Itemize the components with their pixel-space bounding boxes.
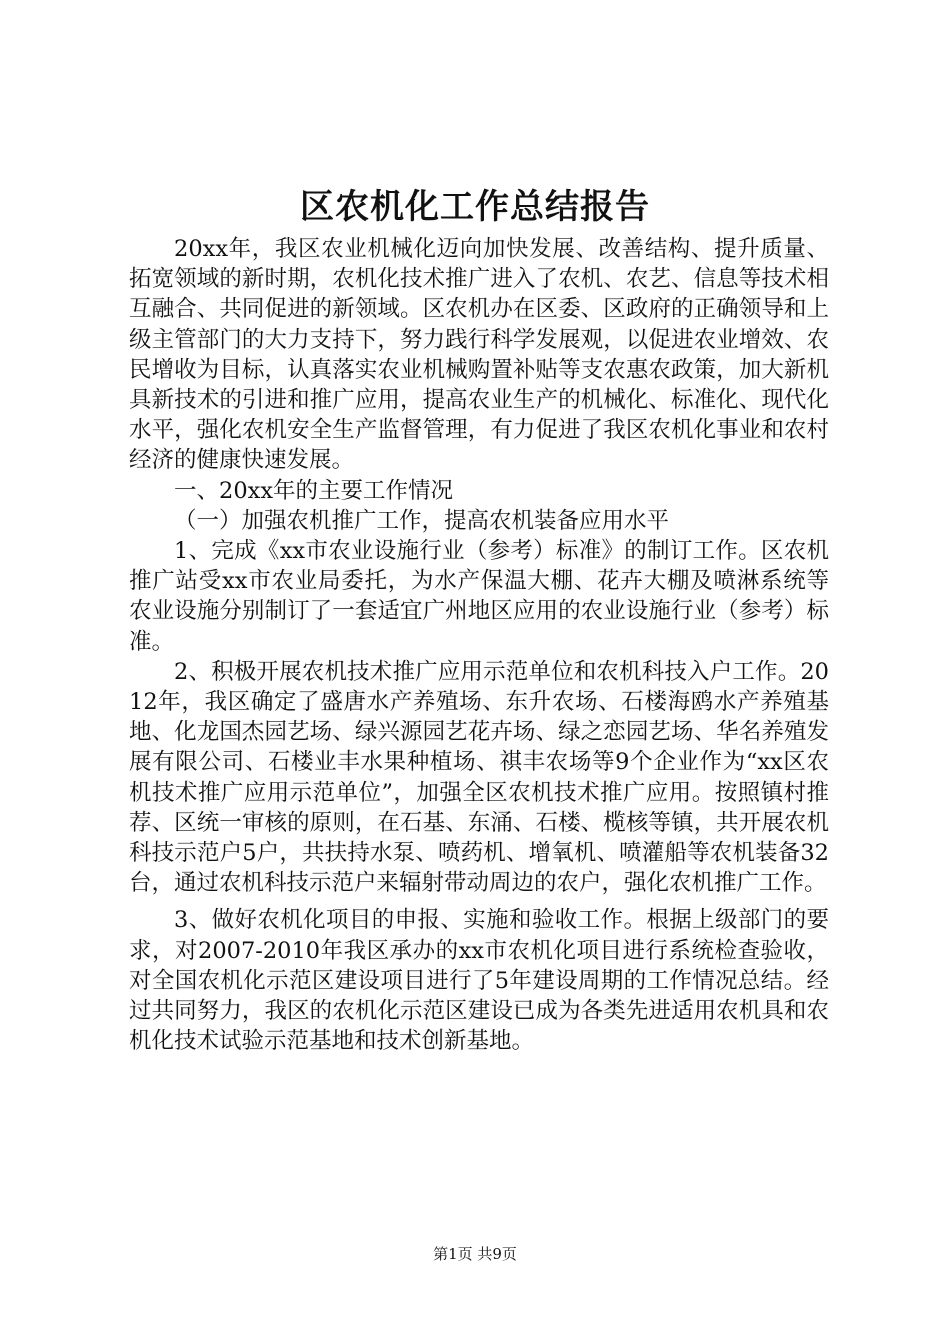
paragraph-intro: 20xx年，我区农业机械化迈向加快发展、改善结构、提升质量、拓宽领域的新时期，农机化技术推广进入了农机、农艺、信息等技术相互融合、共同促进的新领域。区农机办在区委、区政府的正确领导和上级主管部门的大力支持下，努力践行科学发展观，以促进农业增效、农民增收为目标，认真落实农业机械购置补贴等支农惠农政策，加大新机具新技术的引进和推广应用，提高农业生产的机械化、标准化、现代化水平，强化农机安全生产监督管理，有力促进了我区农机化事业和农村经济的健康快速发展。 [129, 236, 829, 474]
document-title: 区农机化工作总结报告 [300, 187, 650, 227]
document-body [129, 234, 829, 1056]
paragraph-item-2: 2、积极开展农机技术推广应用示范单位和农机科技入户工作。2012年，我区确定了盛唐水产养殖场、东升农场、石楼海鸥水产养殖基地、化龙国杰园艺场、绿兴源园艺花卉场、绿之恋园艺场、华名养殖发展有限公司、石楼业丰水果种植场、祺丰农场等9个企业作为“xx区农机技术推广应用示范单位”，加强全区农机技术推广应用。按照镇村推荐、区统一审核的原则，在石基、东涌、石楼、榄核等镇，共开展农机科技示范户5户，共扶持水泵、喷药机、增氧机、喷灌船等农机装备32台，通过农机科技示范户来辐射带动周边的农户，强化农机推广工作。 [129, 658, 829, 897]
subsection-heading-promotion: （一）加强农机推广工作，提高农机装备应用水平 [174, 507, 670, 534]
paragraph-item-3: 3、做好农机化项目的申报、实施和验收工作。根据上级部门的要求，对2007-2010年我区承办的xx市农机化项目进行系统检查验收，对全国农机化示范区建设项目进行了5年建设周期的工作情况总结。经过共同努力，我区的农机化示范区建设已成为各类先进适用农机具和农机化技术试验示范基地和技术创新基地。 [129, 907, 829, 1055]
section-heading-main-work: 一、20xx年的主要工作情况 [174, 477, 454, 504]
paragraph-item-1: 1、完成《xx市农业设施行业（参考）标准》的制订工作。区农机推广站受xx市农业局委托，为水产保温大棚、花卉大棚及喷淋系统等农业设施分别制订了一套适宜广州地区应用的农业设施行业（参考）标准。 [129, 538, 829, 655]
page-number-footer: 第1页 共9页 [433, 1245, 517, 1263]
